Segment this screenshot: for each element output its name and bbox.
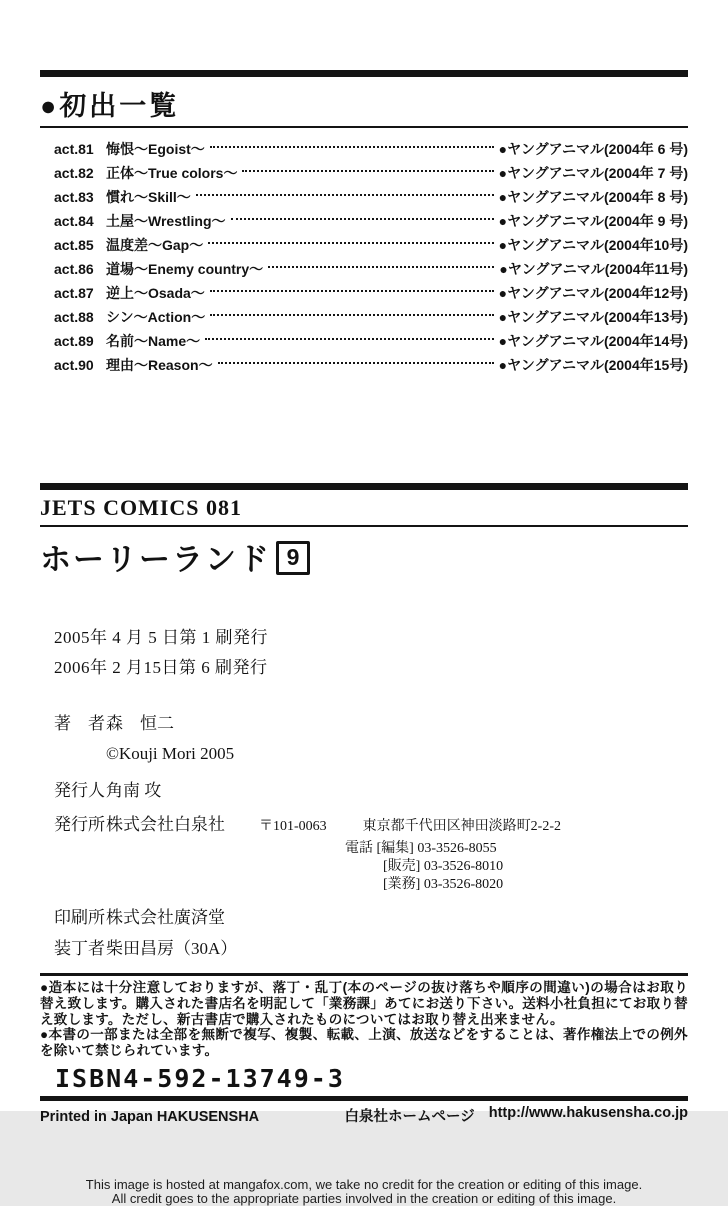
dot-leader	[218, 362, 494, 364]
publisher-name: 株式会社白泉社	[106, 815, 225, 834]
printing-dates	[40, 623, 688, 683]
imprint-top-rule	[40, 483, 688, 490]
copyright-notice: ●本書の一部または全部を無断で複写、複製、転載、上演、放送などをすることは、著作権法上での例外を除いて禁じられています。	[40, 1027, 688, 1059]
first-publication-heading: ●初出一覧	[40, 91, 180, 121]
series-underline	[40, 525, 688, 527]
legal-notices	[40, 980, 688, 1059]
act-source: ●ヤングアニマル(2004年14号)	[498, 333, 688, 349]
phone-dept: [販売]	[383, 859, 424, 874]
act-title: 逆上～Osada～	[106, 285, 205, 301]
act-number: act.83	[54, 189, 94, 205]
act-title: 正体～True colors～	[106, 165, 238, 181]
printer-name: 株式会社廣済堂	[106, 908, 225, 927]
phone-label: 電話	[345, 841, 377, 856]
act-number: act.90	[54, 357, 94, 373]
act-number: act.87	[54, 285, 94, 301]
publisher-address: 東京都千代田区神田淡路町2-2-2	[362, 819, 561, 834]
postal-code: 〒101-0063	[259, 819, 327, 834]
publisher-person-row	[54, 776, 688, 801]
publisher-person-label: 発行人	[54, 781, 105, 800]
copyright-line: ©Kouji Mori 2005	[106, 744, 235, 763]
act-list-row	[54, 329, 688, 353]
act-title: シン～Action～	[106, 309, 206, 325]
act-source: ●ヤングアニマル(2004年 8 号)	[498, 189, 688, 205]
act-list-row	[54, 137, 688, 161]
act-title: 土屋～Wrestling～	[106, 213, 226, 229]
printer-row	[54, 903, 688, 928]
act-title: 慣れ～Skill～	[106, 189, 191, 205]
act-number: act.84	[54, 213, 94, 229]
phone-row-editorial	[345, 840, 688, 858]
phone-row-sales	[345, 858, 688, 876]
homepage-label: 白泉社ホームページ	[344, 1108, 475, 1125]
dot-leader	[210, 146, 494, 148]
designer-name: 柴田昌房（30A）	[106, 939, 238, 958]
act-number: act.85	[54, 237, 94, 253]
act-title: 理由～Reason～	[106, 357, 213, 373]
dot-leader	[268, 266, 494, 268]
act-source: ●ヤングアニマル(2004年 9 号)	[498, 213, 688, 229]
phone-list	[54, 840, 688, 894]
designer-row	[54, 934, 688, 959]
act-source: ●ヤングアニマル(2004年10号)	[498, 237, 688, 253]
act-source: ●ヤングアニマル(2004年11号)	[499, 261, 688, 277]
act-source: ●ヤングアニマル(2004年12号)	[498, 285, 688, 301]
act-list-row	[54, 161, 688, 185]
phone-number: 03-3526-8055	[417, 841, 497, 856]
imprint-footer	[40, 1105, 688, 1126]
act-title: 悔恨～Egoist～	[106, 141, 205, 157]
book-title-row	[40, 534, 688, 579]
phone-number: 03-3526-8010	[423, 859, 504, 874]
act-list-row	[54, 209, 688, 233]
act-list-row	[54, 353, 688, 377]
act-list-row	[54, 185, 688, 209]
printer-label: 印刷所	[54, 908, 105, 927]
act-title: 道場～Enemy country～	[106, 261, 264, 277]
volume-number-box: 9	[276, 541, 310, 575]
phone-dept: [編集]	[376, 841, 418, 856]
series-label: JETS COMICS 081	[40, 495, 243, 520]
act-list-row	[54, 305, 688, 329]
author-name: 森 恒二	[106, 714, 174, 733]
homepage-url: http://www.hakusensha.co.jp	[488, 1104, 688, 1121]
phone-number: 03-3526-8020	[423, 877, 504, 892]
dot-leader	[210, 314, 493, 316]
act-source: ●ヤングアニマル(2004年 7 号)	[498, 165, 688, 181]
hosting-watermark	[40, 1178, 688, 1206]
act-source: ●ヤングアニマル(2004年 6 号)	[498, 141, 688, 157]
publisher-row	[54, 810, 688, 835]
phone-dept: [業務]	[383, 877, 424, 892]
notice-top-rule	[40, 973, 688, 976]
heading-underline	[40, 126, 688, 128]
credits-block	[40, 709, 688, 959]
first-publication-list	[54, 137, 688, 377]
author-label: 著 者	[54, 714, 105, 733]
act-source: ●ヤングアニマル(2004年13号)	[498, 309, 688, 325]
act-title: 温度差～Gap～	[106, 237, 204, 253]
act-number: act.89	[54, 333, 94, 349]
first-printing-date: 2005年 4 月 5 日第 1 刷発行	[54, 628, 268, 647]
author-row	[54, 709, 688, 734]
publisher-person-name: 角南 攻	[106, 781, 162, 800]
isbn-number: ISBN4-592-13749-3	[55, 1063, 345, 1093]
act-title: 名前～Name～	[106, 333, 201, 349]
homepage-line	[345, 1105, 688, 1126]
act-source: ●ヤングアニマル(2004年15号)	[498, 357, 688, 373]
watermark-line-1: This image is hosted at mangafox.com, we take no credit for the creation or editing of this image.	[85, 1176, 643, 1192]
top-rule	[40, 70, 688, 77]
act-list-row	[54, 233, 688, 257]
act-number: act.82	[54, 165, 94, 181]
isbn-underline	[40, 1096, 688, 1101]
dot-leader	[231, 218, 494, 220]
act-number: act.88	[54, 309, 94, 325]
dot-leader	[205, 338, 493, 340]
book-title: ホーリーランド	[40, 542, 271, 577]
dot-leader	[196, 194, 494, 196]
act-list-row	[54, 281, 688, 305]
defective-copy-notice: ●造本には十分注意しておりますが、落丁・乱丁(本のページの抜け落ちや順序の間違い)の場合はお取り替え致します。購入された書店名を明記して「業務課」あてにお送り下さい。送料小社負担にてお取り替え致します。ただし、新古書店で購入されたものについてはお取り替え出来ません。	[40, 980, 688, 1027]
act-number: act.86	[54, 261, 94, 277]
dot-leader	[210, 290, 494, 292]
publisher-label: 発行所	[54, 815, 105, 834]
dot-leader	[208, 242, 493, 244]
watermark-line-2: All credit goes to the appropriate parties involved in the creation or editing of this image.	[111, 1190, 617, 1206]
act-list-row	[54, 257, 688, 281]
act-number: act.81	[54, 141, 94, 157]
sixth-printing-date: 2006年 2 月15日第 6 刷発行	[54, 658, 268, 677]
dot-leader	[242, 170, 493, 172]
phone-row-business	[345, 876, 688, 894]
designer-label: 装丁者	[54, 939, 105, 958]
printed-in-label: Printed in Japan HAKUSENSHA	[40, 1108, 260, 1125]
